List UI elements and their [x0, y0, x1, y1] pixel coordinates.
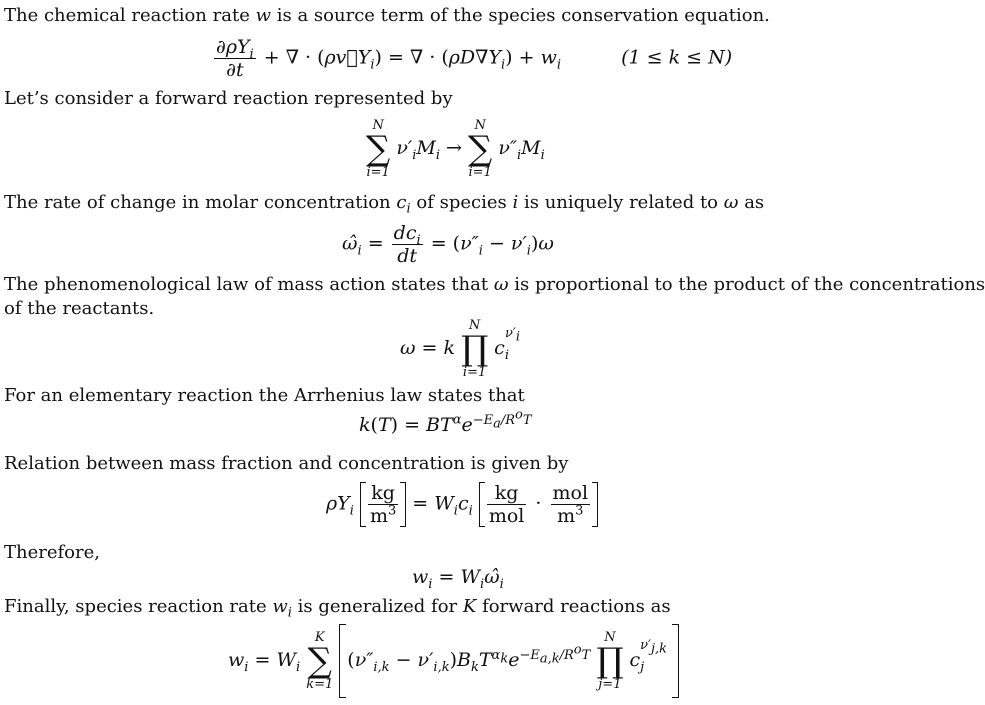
text: is a source term of the species conservation equation.: [276, 5, 770, 26]
var-K: K: [462, 596, 477, 617]
paragraph-forward-reaction: Let’s consider a forward reaction represented by: [4, 88, 453, 109]
equation-omega-hat: $\omegâ_i$ = $\frac{dc_i}{dt}$ = $(\nu''_i - \nu'_i)\omega$: [342, 222, 554, 267]
equation-species-conservation: $\frac{\partial\rho Y_i}{\partial t}$ + ∇ · $(\rho v⃗Y_i)$ = ∇ · $(\rho D\nabla Y_i) + w_i$ (1 ≤ k ≤ N): [216, 36, 733, 81]
unit-m: m: [557, 505, 576, 527]
paragraph-mass-action-line2: of the reactants.: [4, 298, 155, 319]
paragraph-rate-change: The rate of change in molar concentration $c_i$ of species i is uniquely related to ω as: [4, 192, 765, 217]
paragraph-intro: [4, 5, 770, 27]
equation-generalized: $w_i = W_i$ K ∑ k=1 $(\nu''_{i,k} - \nu'_{i,k})B_kT^{\alpha_k}e^{-E_{a,k}/R^oT}$ N ∏ j=1 $c_j^{\nu'_{j,k}}$: [228, 630, 679, 692]
equation-forward-reaction: N ∑ i=1 $\nu'_iM_i$ → N ∑ i=1 $\nu''_iM_i$: [366, 118, 545, 180]
unit-m: m: [369, 505, 388, 527]
equation-mass-action: ω = k N ∏ i=1 $c_i^{\nu'_i}$: [400, 318, 521, 380]
unit-kg: kg: [487, 482, 527, 505]
text: The rate of change in molar concentration: [4, 192, 391, 213]
var-omega: ω: [493, 274, 509, 295]
text: The phenomenological law of mass action states that: [4, 274, 489, 295]
paragraph-finally: Finally, species reaction rate $w_i$ is generalized for K forward reactions as: [4, 596, 671, 621]
text: of species: [416, 192, 507, 213]
unit-kg: kg: [368, 482, 398, 505]
var-omega: ω: [723, 192, 739, 213]
paragraph-arrhenius: For an elementary reaction the Arrhenius law states that: [4, 385, 525, 406]
var-w: w: [272, 596, 288, 617]
paragraph-mass-action: [4, 274, 985, 296]
text: is uniquely related to: [524, 192, 719, 213]
text: Finally, species reaction rate: [4, 596, 267, 617]
text: is generalized for: [297, 596, 458, 617]
paragraph-mass-fraction: Relation between mass fraction and concentration is given by: [4, 453, 569, 474]
text: as: [744, 192, 765, 213]
var-w: w: [255, 5, 272, 26]
equation-arrhenius: $k(T) = BT^\alpha e^{-E_a/R^oT}$: [359, 407, 532, 436]
var-i: i: [512, 192, 519, 213]
text: forward reactions as: [482, 596, 671, 617]
text: is proportional to the product of the concentrations: [514, 274, 985, 295]
unit-mol: mol: [552, 482, 589, 504]
text: The chemical reaction rate: [4, 5, 250, 26]
var-c: c: [396, 192, 407, 213]
unit-mol: mol: [488, 505, 525, 527]
equation-w-omega: $w_i$ = $W_i\omegâ_i$: [412, 566, 504, 592]
equation-mass-fraction: $\rho Y_i$ $\frac{kg}{m^3}$ = $W_ic_i$ $\frac{kg}{\text{mol}}$ · $\frac{\text{mol}}{m^3}$: [326, 482, 598, 527]
equation-condition: (1 ≤ k ≤ N): [621, 46, 733, 69]
paragraph-therefore: Therefore,: [4, 542, 100, 563]
